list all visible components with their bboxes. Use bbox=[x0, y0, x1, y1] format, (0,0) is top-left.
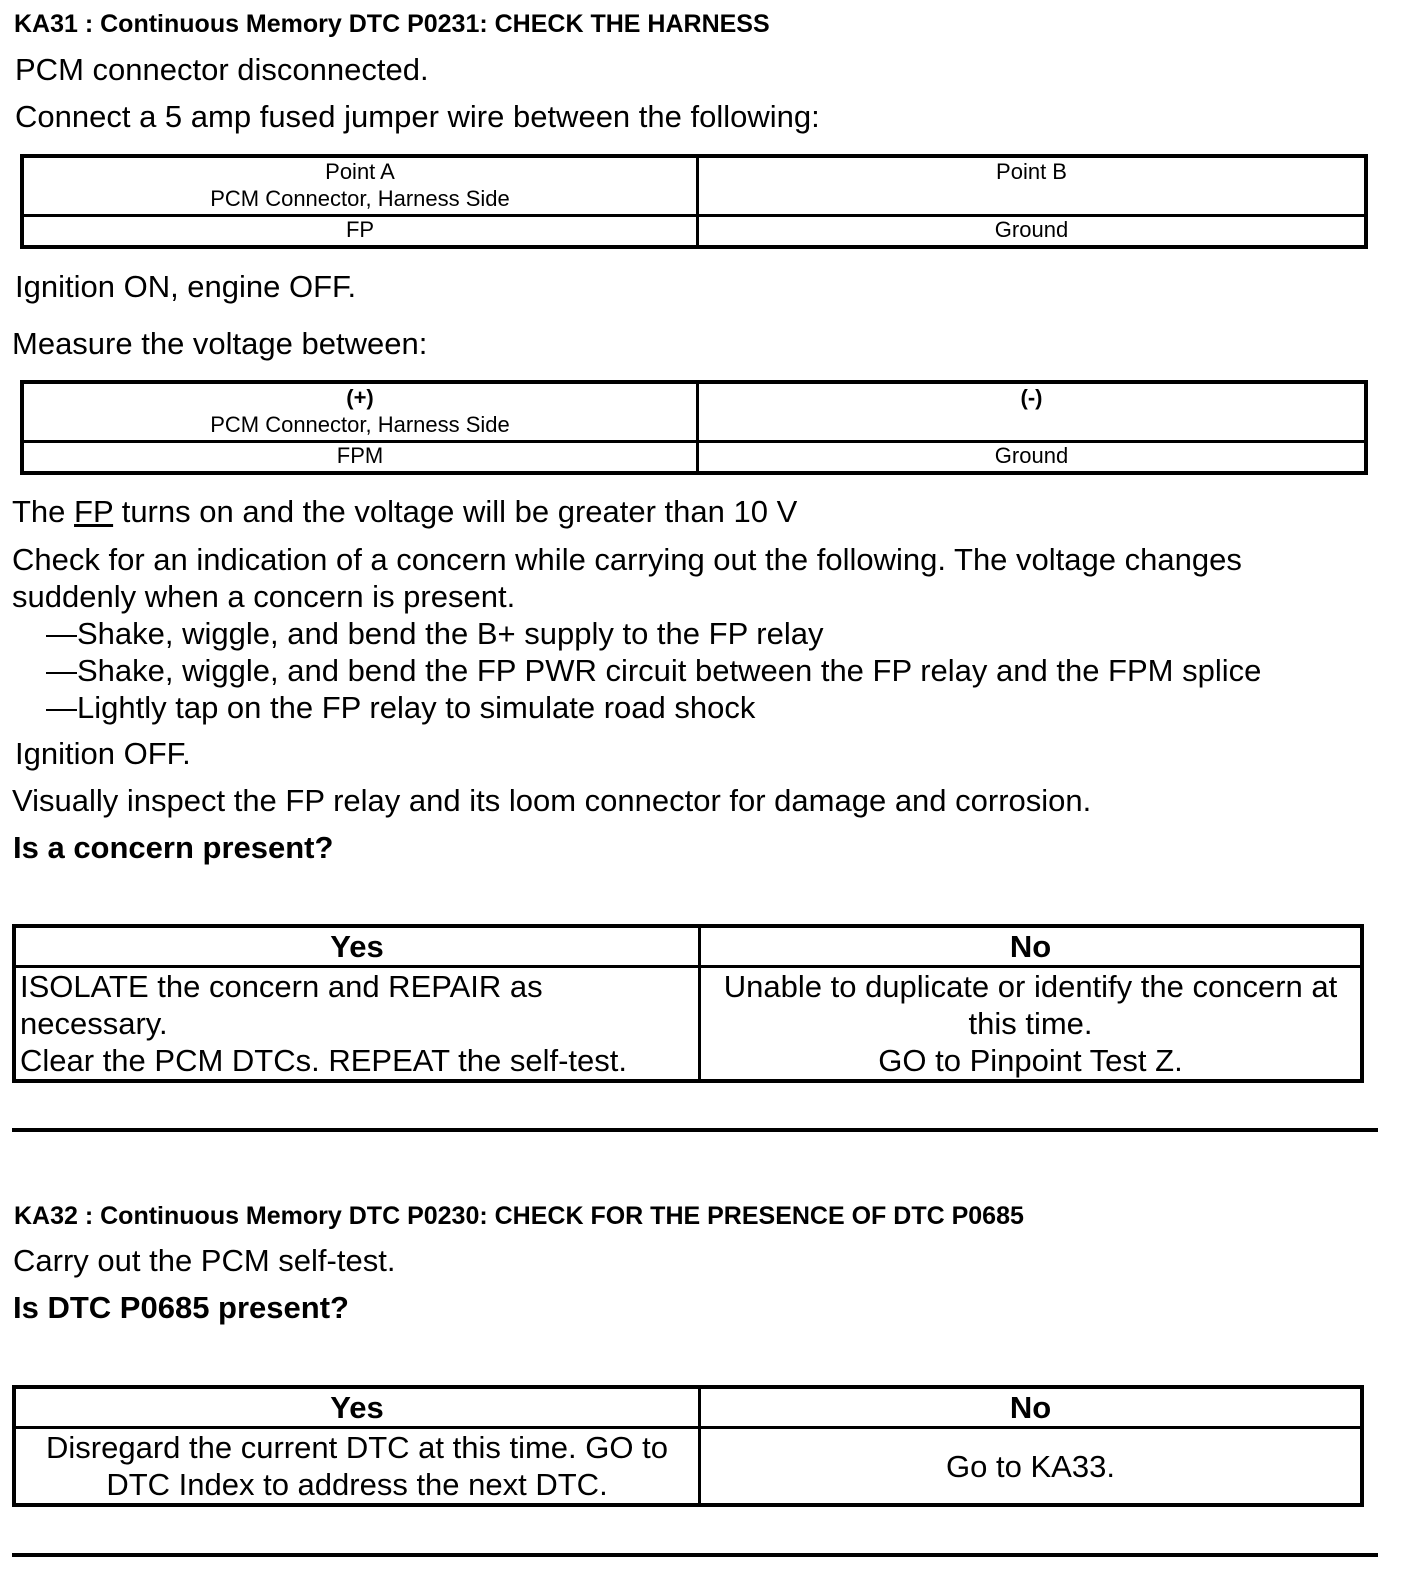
ka31-step-inspect: Visually inspect the FP relay and its loom connector for damage and corrosion. bbox=[12, 783, 1092, 818]
ka32-no-header: No bbox=[700, 1387, 1363, 1428]
ka31-answer-table bbox=[12, 924, 1364, 1083]
ka31-yes-cell bbox=[14, 967, 700, 1082]
voltage-col-a-header bbox=[22, 382, 698, 442]
ka32-title: KA32 : Continuous Memory DTC P0230: CHECK FOR THE PRESENCE OF DTC P0685 bbox=[14, 1202, 1024, 1230]
ka31-step-measure: Measure the voltage between: bbox=[12, 326, 428, 361]
ka32-question: Is DTC P0685 present? bbox=[13, 1290, 349, 1325]
jumper-col-a-h1: Point A bbox=[325, 159, 395, 184]
voltage-col-b-header: (-) bbox=[698, 382, 1367, 442]
fp-voltage-pre: The bbox=[12, 494, 75, 529]
ka31-yes-header: Yes bbox=[14, 926, 700, 967]
ka31-step-jumper: Connect a 5 amp fused jumper wire between the following: bbox=[15, 99, 820, 134]
ka31-check-block bbox=[12, 541, 1261, 726]
ka32-step-self-test: Carry out the PCM self-test. bbox=[13, 1243, 396, 1278]
check-line-1: Check for an indication of a concern while carrying out the following. The voltage changes bbox=[12, 542, 1242, 577]
section-divider-bottom bbox=[12, 1553, 1378, 1557]
check-line-2: suddenly when a concern is present. bbox=[12, 579, 516, 614]
voltage-cell-a: FPM bbox=[22, 442, 698, 474]
check-bullet-3: —Lightly tap on the FP relay to simulate road shock bbox=[46, 690, 756, 725]
ka31-question: Is a concern present? bbox=[13, 830, 334, 865]
ka31-no-cell bbox=[700, 967, 1363, 1082]
check-bullet-1: —Shake, wiggle, and bend the B+ supply to the FP relay bbox=[46, 616, 824, 651]
ka31-no-line-1: Unable to duplicate or identify the concern at bbox=[723, 969, 1338, 1004]
check-bullet-2: —Shake, wiggle, and bend the FP PWR circuit between the FP relay and the FPM splice bbox=[46, 653, 1262, 688]
ka32-yes-header: Yes bbox=[14, 1387, 700, 1428]
ka32-answer-table bbox=[12, 1385, 1364, 1507]
voltage-table bbox=[20, 380, 1368, 475]
fp-voltage-post: turns on and the voltage will be greater than 10 V bbox=[113, 494, 798, 529]
ka31-no-line-2: this time. bbox=[968, 1006, 1093, 1041]
voltage-col-a-h1: (+) bbox=[346, 385, 374, 410]
jumper-table bbox=[20, 154, 1368, 249]
jumper-cell-b: Ground bbox=[698, 216, 1367, 248]
ka32-no-cell: Go to KA33. bbox=[700, 1428, 1363, 1506]
jumper-col-a-header bbox=[22, 156, 698, 216]
ka32-yes-line-2: DTC Index to address the next DTC. bbox=[106, 1467, 608, 1502]
ka31-step-ignition: Ignition ON, engine OFF. bbox=[15, 269, 357, 304]
jumper-cell-a: FP bbox=[22, 216, 698, 248]
ka31-step-fp-voltage bbox=[12, 494, 797, 530]
voltage-col-a-h2: PCM Connector, Harness Side bbox=[210, 412, 510, 437]
ka32-yes-cell bbox=[14, 1428, 700, 1506]
voltage-cell-b: Ground bbox=[698, 442, 1367, 474]
ka31-no-line-3: GO to Pinpoint Test Z. bbox=[878, 1043, 1183, 1078]
section-divider bbox=[12, 1128, 1378, 1132]
ka31-step-ignition-off: Ignition OFF. bbox=[15, 736, 191, 771]
ka31-yes-line-2: necessary. bbox=[20, 1006, 168, 1041]
ka32-yes-line-1: Disregard the current DTC at this time. GO to bbox=[46, 1430, 668, 1465]
jumper-col-b-header: Point B bbox=[698, 156, 1367, 216]
jumper-col-a-h2: PCM Connector, Harness Side bbox=[210, 186, 510, 211]
ka31-no-header: No bbox=[700, 926, 1363, 967]
ka31-step-connector: PCM connector disconnected. bbox=[15, 52, 429, 87]
ka31-title: KA31 : Continuous Memory DTC P0231: CHECK THE HARNESS bbox=[14, 10, 770, 38]
ka31-yes-line-3: Clear the PCM DTCs. REPEAT the self-test. bbox=[20, 1043, 627, 1078]
fp-term-link[interactable]: FP bbox=[74, 494, 114, 529]
ka31-yes-line-1: ISOLATE the concern and REPAIR as bbox=[20, 969, 543, 1004]
